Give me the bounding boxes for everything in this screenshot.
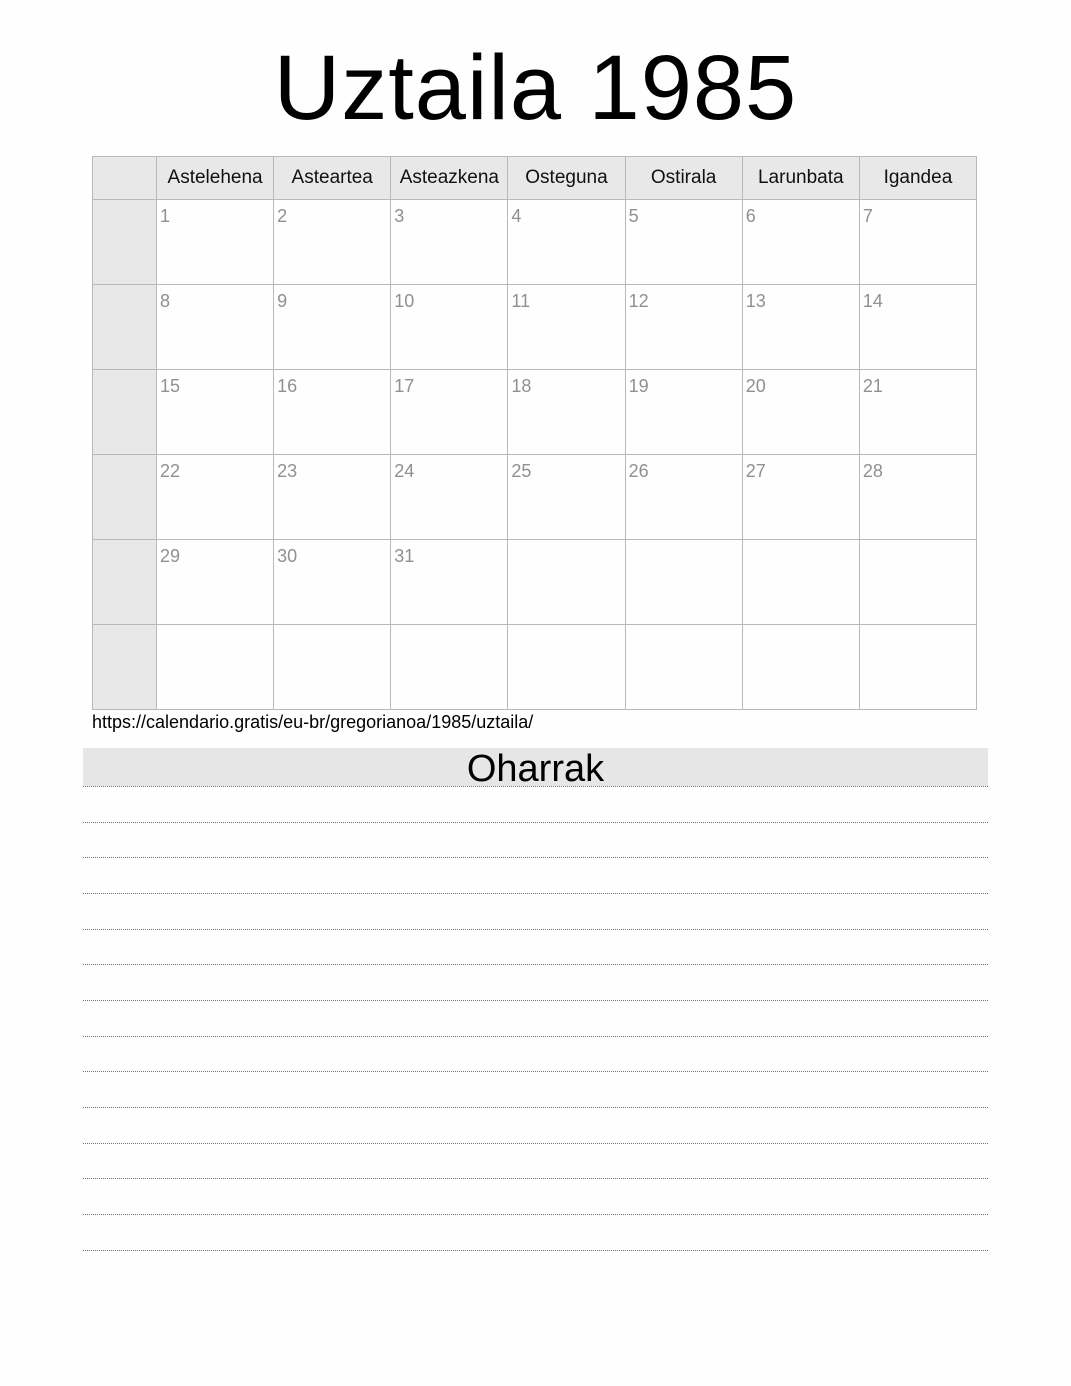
day-cell bbox=[625, 455, 742, 540]
week-number-cell bbox=[93, 285, 157, 370]
notes-line bbox=[83, 1143, 988, 1144]
day-cell bbox=[274, 370, 391, 455]
weekday-header-row bbox=[93, 157, 977, 200]
day-number: 30 bbox=[277, 546, 298, 566]
day-number bbox=[860, 625, 976, 631]
day-cell bbox=[274, 455, 391, 540]
notes-line bbox=[83, 822, 988, 823]
week-number-cell bbox=[93, 540, 157, 625]
day-number: 3 bbox=[394, 206, 405, 226]
day-cell bbox=[391, 625, 508, 710]
notes-line bbox=[83, 929, 988, 930]
day-number: 2 bbox=[277, 206, 288, 226]
day-number: 15 bbox=[160, 376, 181, 396]
day-number bbox=[508, 625, 624, 631]
day-number: 9 bbox=[277, 291, 288, 311]
weekday-header: Ostirala bbox=[625, 157, 742, 200]
day-cell bbox=[742, 540, 859, 625]
notes-line bbox=[83, 857, 988, 858]
notes-line bbox=[83, 893, 988, 894]
day-cell bbox=[742, 455, 859, 540]
day-cell bbox=[391, 540, 508, 625]
week-row bbox=[93, 370, 977, 455]
day-number: 19 bbox=[628, 376, 649, 396]
week-row bbox=[93, 285, 977, 370]
notes-heading: Oharrak bbox=[83, 748, 988, 786]
weekday-header: Larunbata bbox=[742, 157, 859, 200]
day-number bbox=[508, 540, 624, 546]
day-number bbox=[626, 625, 742, 631]
day-cell bbox=[508, 285, 625, 370]
day-cell bbox=[391, 200, 508, 285]
week-number-cell bbox=[93, 200, 157, 285]
day-number: 10 bbox=[394, 291, 415, 311]
notes-line bbox=[83, 1107, 988, 1108]
notes-line bbox=[83, 1000, 988, 1001]
day-cell bbox=[859, 285, 976, 370]
day-cell bbox=[157, 200, 274, 285]
day-cell bbox=[157, 540, 274, 625]
day-cell bbox=[742, 625, 859, 710]
day-number: 25 bbox=[511, 461, 532, 481]
notes-line bbox=[83, 1214, 988, 1215]
day-number: 26 bbox=[628, 461, 649, 481]
day-number: 23 bbox=[277, 461, 298, 481]
day-number: 13 bbox=[745, 291, 766, 311]
day-number: 20 bbox=[745, 376, 766, 396]
day-number: 6 bbox=[745, 206, 756, 226]
weekday-header: Igandea bbox=[859, 157, 976, 200]
day-cell bbox=[625, 370, 742, 455]
source-url[interactable]: https://calendario.gratis/eu-br/gregorianoa/1985/uztaila/ bbox=[92, 712, 534, 732]
day-number bbox=[274, 625, 390, 631]
day-number bbox=[391, 625, 507, 631]
day-cell bbox=[157, 370, 274, 455]
day-cell bbox=[157, 285, 274, 370]
day-number: 8 bbox=[160, 291, 171, 311]
day-number: 24 bbox=[394, 461, 415, 481]
day-number: 18 bbox=[511, 376, 532, 396]
weekday-header: Asteartea bbox=[274, 157, 391, 200]
day-number: 1 bbox=[160, 206, 171, 226]
day-number: 16 bbox=[277, 376, 298, 396]
day-cell bbox=[391, 370, 508, 455]
notes-line bbox=[83, 1071, 988, 1072]
notes-line bbox=[83, 964, 988, 965]
day-number: 7 bbox=[862, 206, 873, 226]
day-cell bbox=[157, 625, 274, 710]
day-cell bbox=[508, 540, 625, 625]
day-cell bbox=[274, 200, 391, 285]
day-number: 31 bbox=[394, 546, 415, 566]
day-cell bbox=[742, 370, 859, 455]
day-number bbox=[743, 625, 859, 631]
page-title: Uztaila 1985 bbox=[273, 37, 798, 139]
day-cell bbox=[859, 200, 976, 285]
day-number: 27 bbox=[745, 461, 766, 481]
day-cell bbox=[859, 455, 976, 540]
day-cell bbox=[274, 285, 391, 370]
day-number: 12 bbox=[628, 291, 649, 311]
notes-line bbox=[83, 1178, 988, 1179]
day-cell bbox=[508, 200, 625, 285]
notes-line bbox=[83, 786, 988, 787]
day-cell bbox=[625, 200, 742, 285]
notes-line bbox=[83, 1250, 988, 1251]
day-cell bbox=[508, 370, 625, 455]
day-number: 4 bbox=[511, 206, 522, 226]
day-cell bbox=[508, 455, 625, 540]
day-cell bbox=[391, 455, 508, 540]
week-number-cell bbox=[93, 455, 157, 540]
day-number bbox=[743, 540, 859, 546]
week-row bbox=[93, 200, 977, 285]
day-number: 28 bbox=[862, 461, 883, 481]
day-cell bbox=[274, 625, 391, 710]
day-number: 29 bbox=[160, 546, 181, 566]
day-number bbox=[157, 625, 273, 631]
day-cell bbox=[625, 625, 742, 710]
day-cell bbox=[859, 540, 976, 625]
day-cell bbox=[274, 540, 391, 625]
day-number: 5 bbox=[628, 206, 639, 226]
month-calendar bbox=[92, 156, 977, 710]
day-cell bbox=[157, 455, 274, 540]
day-cell bbox=[625, 540, 742, 625]
weekday-header: Osteguna bbox=[508, 157, 625, 200]
day-cell bbox=[508, 625, 625, 710]
day-number: 17 bbox=[394, 376, 415, 396]
day-cell bbox=[625, 285, 742, 370]
day-number: 11 bbox=[511, 291, 531, 311]
day-number bbox=[626, 540, 742, 546]
notes-line bbox=[83, 1036, 988, 1037]
week-row bbox=[93, 540, 977, 625]
day-cell bbox=[859, 370, 976, 455]
day-cell bbox=[742, 285, 859, 370]
day-number: 22 bbox=[160, 461, 181, 481]
week-number-header bbox=[93, 157, 157, 200]
weekday-header: Asteazkena bbox=[391, 157, 508, 200]
week-number-cell bbox=[93, 625, 157, 710]
day-cell bbox=[742, 200, 859, 285]
day-cell bbox=[391, 285, 508, 370]
week-row bbox=[93, 455, 977, 540]
week-number-cell bbox=[93, 370, 157, 455]
weekday-header: Astelehena bbox=[157, 157, 274, 200]
day-number bbox=[860, 540, 976, 546]
day-number: 14 bbox=[862, 291, 883, 311]
week-row bbox=[93, 625, 977, 710]
day-number: 21 bbox=[862, 376, 883, 396]
day-cell bbox=[859, 625, 976, 710]
